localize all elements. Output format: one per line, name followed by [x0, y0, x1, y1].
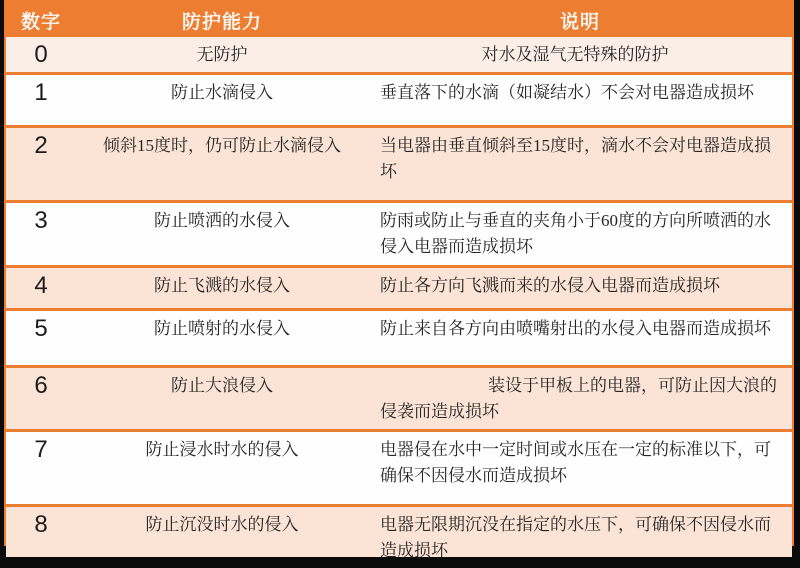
description-cell: 垂直落下的水滴（如凝结水）不会对电器造成损坏 — [380, 83, 754, 102]
capability-cell: 无防护 — [196, 45, 248, 64]
capability-cell: 倾斜15度时，仍可防止水滴侵入 — [103, 136, 341, 155]
header-capability: 防护能力 — [181, 12, 262, 33]
rating-number-cell: 3 — [34, 207, 48, 234]
table-row-7 — [6, 432, 792, 504]
description-cell: 防止各方向飞溅而来的水侵入电器而造成损坏 — [380, 276, 720, 295]
table-header-row — [6, 0, 792, 34]
capability-cell: 防止水滴侵入 — [171, 83, 273, 102]
capability-cell: 防止喷洒的水侵入 — [154, 211, 290, 230]
header-description: 说明 — [559, 12, 600, 33]
description-cell: 当电器由垂直倾斜至15度时，滴水不会对电器造成损坏 — [380, 136, 771, 181]
capability-cell: 防止浸水时水的侵入 — [145, 440, 299, 459]
description-cell: 对水及湿气无特殊的防护 — [481, 45, 669, 64]
capability-cell: 防止喷射的水侵入 — [154, 319, 290, 338]
rating-number-cell: 5 — [34, 315, 48, 342]
rating-number-cell: 8 — [34, 511, 48, 538]
table-row-0 — [6, 37, 792, 72]
capability-cell: 防止飞溅的水侵入 — [154, 276, 290, 295]
table-row-3 — [6, 203, 792, 265]
rating-number-cell: 6 — [34, 372, 48, 399]
rating-number-cell: 2 — [34, 132, 48, 159]
rating-number-cell: 1 — [34, 79, 48, 106]
capability-cell: 防止沉没时水的侵入 — [145, 515, 299, 534]
description-cell: 电器无限期沉没在指定的水压下，可确保不因侵水而造成损坏 — [380, 515, 771, 560]
table-row-2 — [6, 128, 792, 200]
description-cell: 电器侵在水中一定时间或水压在一定的标准以下，可确保不因侵水而造成损坏 — [380, 440, 771, 485]
waterproof-rating-table — [4, 0, 794, 560]
description-cell: 装设于甲板上的电器，可防止因大浪的侵袭而造成损坏 — [380, 376, 777, 421]
table-row-1 — [6, 75, 792, 125]
table-row-8 — [6, 507, 792, 560]
description-cell: 防雨或防止与垂直的夹角小于60度的方向所喷洒的水侵入电器而造成损坏 — [380, 211, 771, 256]
header-number: 数字 — [20, 12, 61, 33]
table-row-4 — [6, 268, 792, 308]
table-row-6 — [6, 368, 792, 429]
rating-number-cell: 4 — [34, 272, 48, 299]
rating-number-cell: 0 — [34, 41, 48, 68]
capability-cell: 防止大浪侵入 — [171, 376, 273, 395]
description-cell: 防止来自各方向由喷嘴射出的水侵入电器而造成损坏 — [380, 319, 771, 338]
rating-number-cell: 7 — [34, 436, 48, 463]
table-row-5 — [6, 311, 792, 365]
